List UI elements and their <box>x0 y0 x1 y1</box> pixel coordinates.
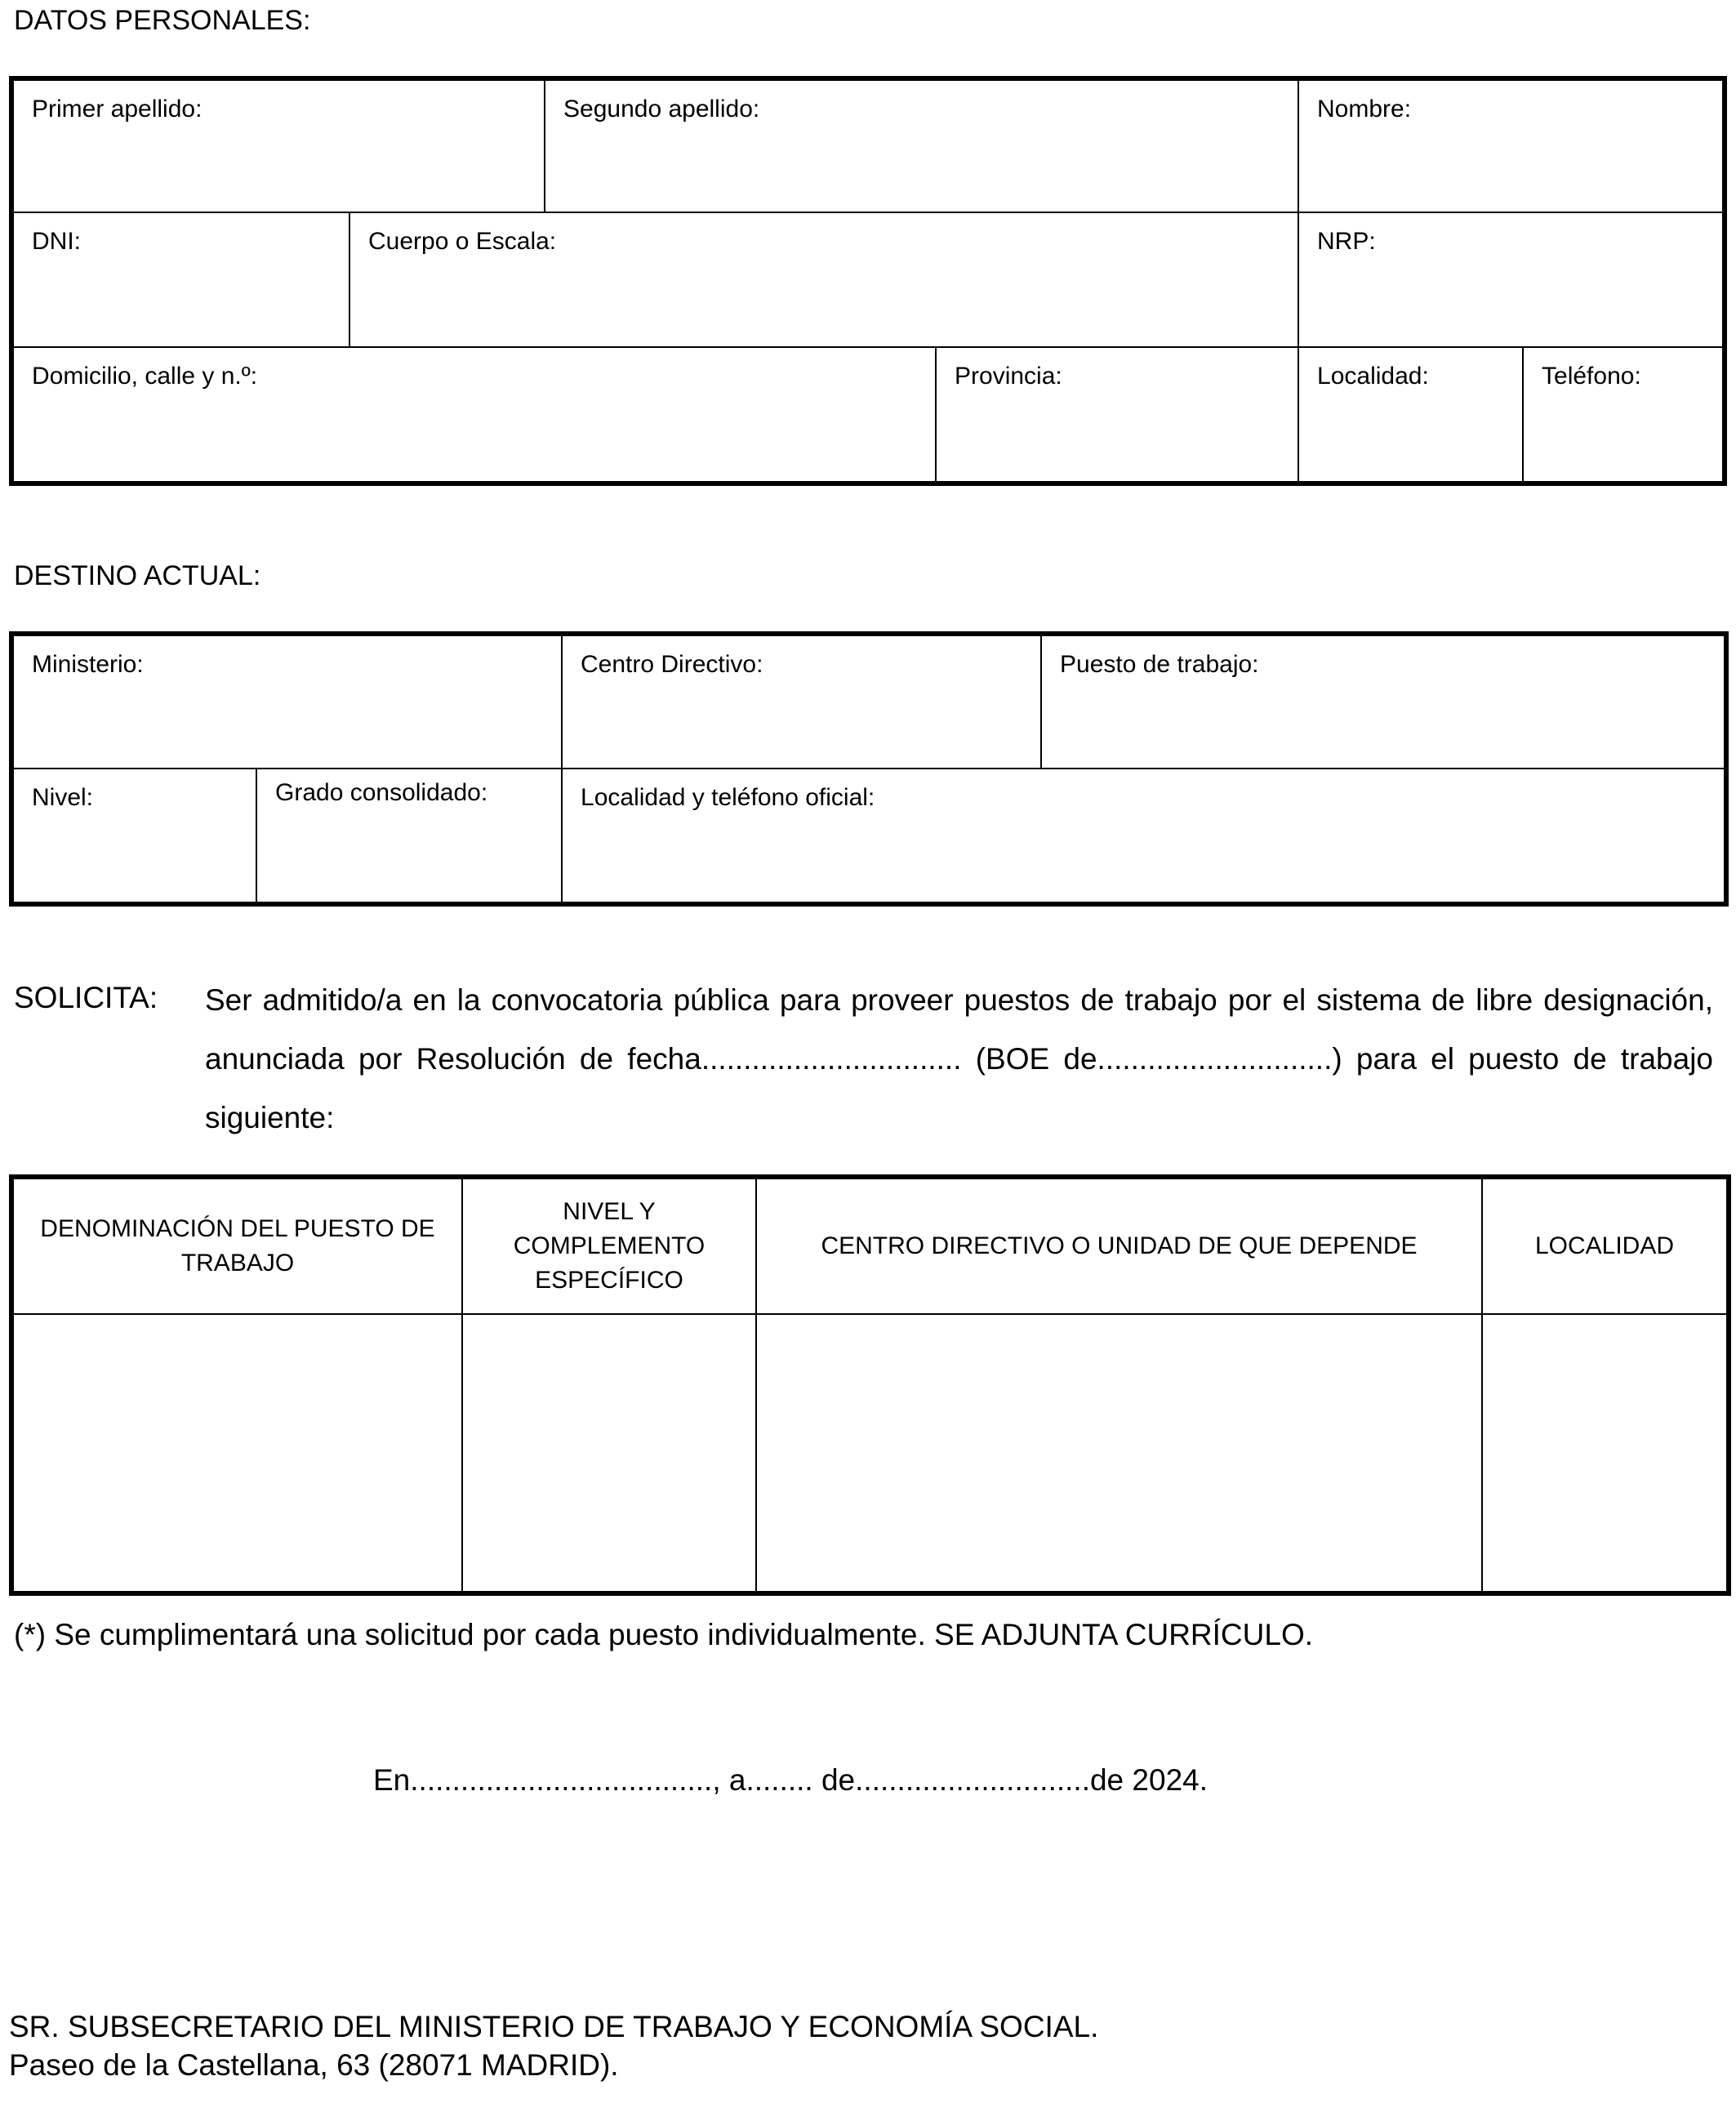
localidad-telefono-label: Localidad y teléfono oficial: <box>581 784 875 811</box>
primer-apellido-field[interactable] <box>11 78 545 212</box>
provincia-field[interactable] <box>936 347 1298 483</box>
datos-personales-table <box>9 76 1727 486</box>
col-nivel-header: NIVEL Y COMPLEMENTO ESPECÍFICO <box>462 1177 756 1314</box>
cuerpo-escala-field[interactable] <box>349 212 1298 347</box>
nrp-field[interactable] <box>1298 212 1725 347</box>
puesto-table <box>9 1174 1731 1596</box>
segundo-apellido-label: Segundo apellido: <box>563 96 760 123</box>
denominacion-input-cell[interactable] <box>11 1314 462 1593</box>
fecha-linea: En...................................., a........ de............................de 2024. <box>373 1763 1208 1797</box>
ministerio-field[interactable] <box>11 634 562 769</box>
provincia-label: Provincia: <box>955 363 1062 390</box>
localidad-field[interactable] <box>1298 347 1523 483</box>
segundo-apellido-field[interactable] <box>545 78 1298 212</box>
domicilio-label: Domicilio, calle y n.º: <box>32 363 258 390</box>
solicita-text: Ser admitido/a en la convocatoria pública para proveer puestos de trabajo por el sistema de libre designación, anunciada por Resolución de fecha............................... (BOE de............................) para el puesto de trabajo siguiente: <box>205 983 1713 1134</box>
nombre-field[interactable] <box>1298 78 1725 212</box>
destino-actual-table <box>9 631 1729 907</box>
telefono-field[interactable] <box>1523 347 1725 483</box>
destinatario-linea1: SR. SUBSECRETARIO DEL MINISTERIO DE TRABAJO Y ECONOMÍA SOCIAL. <box>9 2010 1099 2043</box>
puesto-trabajo-field[interactable] <box>1041 634 1726 769</box>
dni-label: DNI: <box>32 228 81 255</box>
col-denominacion-header: DENOMINACIÓN DEL PUESTO DE TRABAJO <box>11 1177 462 1314</box>
localidad-telefono-field[interactable] <box>562 769 1726 904</box>
col-localidad-header: LOCALIDAD <box>1482 1177 1729 1314</box>
ministerio-label: Ministerio: <box>32 651 144 678</box>
primer-apellido-label: Primer apellido: <box>32 96 203 123</box>
localidad-label: Localidad: <box>1317 363 1429 390</box>
solicita-label: SOLICITA: <box>14 981 158 1014</box>
nota-text: (*) Se cumplimentará una solicitud por cada puesto individualmente. SE ADJUNTA CURRÍCULO. <box>14 1618 1313 1651</box>
grado-consolidado-label: Grado consolidado: <box>275 779 488 806</box>
col-centro-header: CENTRO DIRECTIVO O UNIDAD DE QUE DEPENDE <box>756 1177 1482 1314</box>
nivel-label: Nivel: <box>32 784 94 811</box>
nivel-field[interactable] <box>11 769 256 904</box>
dni-field[interactable] <box>11 212 349 347</box>
centro-directivo-label: Centro Directivo: <box>581 651 763 678</box>
cuerpo-escala-label: Cuerpo o Escala: <box>368 228 557 255</box>
puesto-trabajo-label: Puesto de trabajo: <box>1060 651 1259 678</box>
localidad-input-cell[interactable] <box>1482 1314 1729 1593</box>
nombre-label: Nombre: <box>1317 96 1412 123</box>
nivel-input-cell[interactable] <box>462 1314 756 1593</box>
nrp-label: NRP: <box>1317 228 1376 255</box>
centro-input-cell[interactable] <box>756 1314 1482 1593</box>
grado-consolidado-field[interactable] <box>256 769 562 904</box>
destinatario-linea2: Paseo de la Castellana, 63 (28071 MADRID). <box>9 2048 619 2082</box>
datos-personales-heading: DATOS PERSONALES: <box>14 5 311 36</box>
destino-actual-heading: DESTINO ACTUAL: <box>14 560 261 591</box>
domicilio-field[interactable] <box>11 347 936 483</box>
centro-directivo-field[interactable] <box>562 634 1041 769</box>
telefono-label: Teléfono: <box>1542 363 1641 390</box>
